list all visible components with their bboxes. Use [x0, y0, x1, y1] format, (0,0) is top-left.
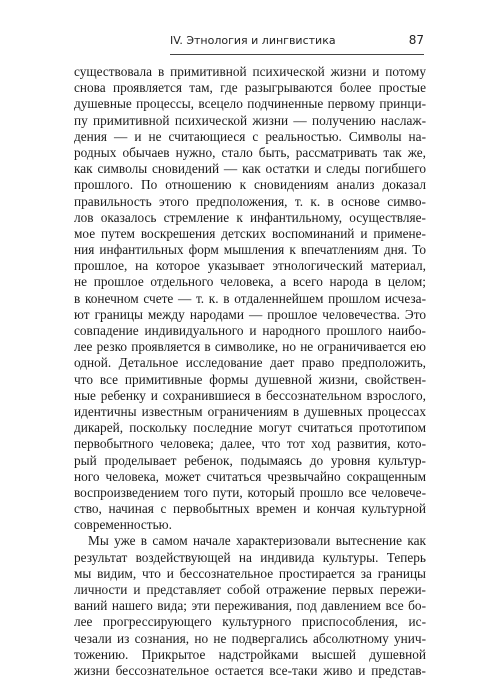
text-line: дикарей, поскольку последние могут считаться прототипом — [74, 420, 426, 436]
text-line: снова проявляется там, где разыгрываются более простые — [74, 80, 426, 96]
text-line: прошлого. По отношению к сновидениям анализ доказал — [74, 177, 426, 193]
text-line: ного человека, может считаться чрезвычайно сокращенным — [74, 468, 426, 484]
text-line: ют границы между народами — прошлое человечества. Это — [74, 306, 426, 322]
text-line: мое путем воскрешения детских воспоминаний и примене- — [74, 225, 426, 241]
text-line: ные ребенку и сохранившиеся в бессознательном взрослого, — [74, 387, 426, 403]
text-line: прошлое, на которое указывает этнологический материал, — [74, 258, 426, 274]
text-line: одной. Детальное исследование дает право предположить, — [74, 355, 426, 371]
text-line: родных обычаев нужно, стало быть, рассматривать так же, — [74, 144, 426, 160]
text-line: рый проделывает ребенок, подымаясь до уровня культур- — [74, 452, 426, 468]
text-line: в конечном счете — т. к. в отдаленнейшем прошлом исчеза- — [74, 290, 426, 306]
text-line: мы видим, что и бессознательное простирается за границы — [74, 565, 426, 581]
paragraph — [74, 533, 426, 679]
text-line: дения — и не считающиеся с реальностью. Символы на- — [74, 128, 426, 144]
text-line: что все примитивные формы душевной жизни, свойствен- — [74, 371, 426, 387]
text-line: совпадение индивидуального и народного прошлого наибо- — [74, 323, 426, 338]
text-line: идентичны известным ограничениям в душевных процессах — [74, 403, 426, 419]
text-line: лов оказалось стремление к инфантильному, осуществляе- — [74, 209, 426, 225]
text-line: ния инфантильных форм мышления к впечатлениям дня. То — [74, 242, 426, 258]
text-line: как символы сновидений — как остатки и следы погибшего — [74, 161, 426, 177]
paragraph — [74, 64, 426, 533]
text-line: современностью. — [74, 517, 172, 533]
text-line: ваний нашего вида; эти переживания, под давлением все бо- — [74, 598, 426, 614]
text-line: результат воздействующей на индивида культуры. Теперь — [74, 549, 426, 565]
text-line: Мы уже в самом начале характеризовали вытеснение как — [88, 533, 426, 549]
page-number: 87 — [408, 33, 424, 47]
text-line: пу примитивной психической жизни — получению наслаж- — [74, 112, 426, 128]
text-line: чезали из сознания, но не подвергались абсолютному унич- — [74, 630, 426, 646]
text-line: личности и представляет собой отражение первых пережи- — [74, 582, 426, 597]
text-line: лее прогрессирующего культурного приспособления, ис- — [74, 614, 426, 630]
body-text — [74, 64, 426, 679]
text-line: правильность этого предположения, т. к. в основе симво- — [74, 193, 426, 209]
header-rule — [170, 54, 424, 55]
text-line: жизни бессознательное остается все-таки живо и представ- — [74, 662, 426, 678]
text-line: лее резко проявляется в символике, но не ограничивается ею — [74, 339, 426, 355]
text-line: тожению. Прикрытое надстройками высшей душевной — [74, 646, 426, 662]
text-line: ство, начиная с первобытных времен и кончая культурной — [74, 501, 426, 517]
text-line: существовала в примитивной психической жизни и потому — [74, 64, 426, 79]
running-header — [170, 34, 424, 50]
text-line: воспроизведением того пути, который прошло все человече- — [74, 484, 426, 500]
text-line: первобытного человека; далее, что тот ход развития, кото- — [74, 436, 426, 452]
text-line: душевные процессы, всецело подчиненные первому принци- — [74, 96, 426, 112]
text-line: не прошлое отдельного человека, а всего народа в целом; — [74, 274, 426, 290]
chapter-title: IV. Этнология и лингвистика — [170, 34, 336, 47]
